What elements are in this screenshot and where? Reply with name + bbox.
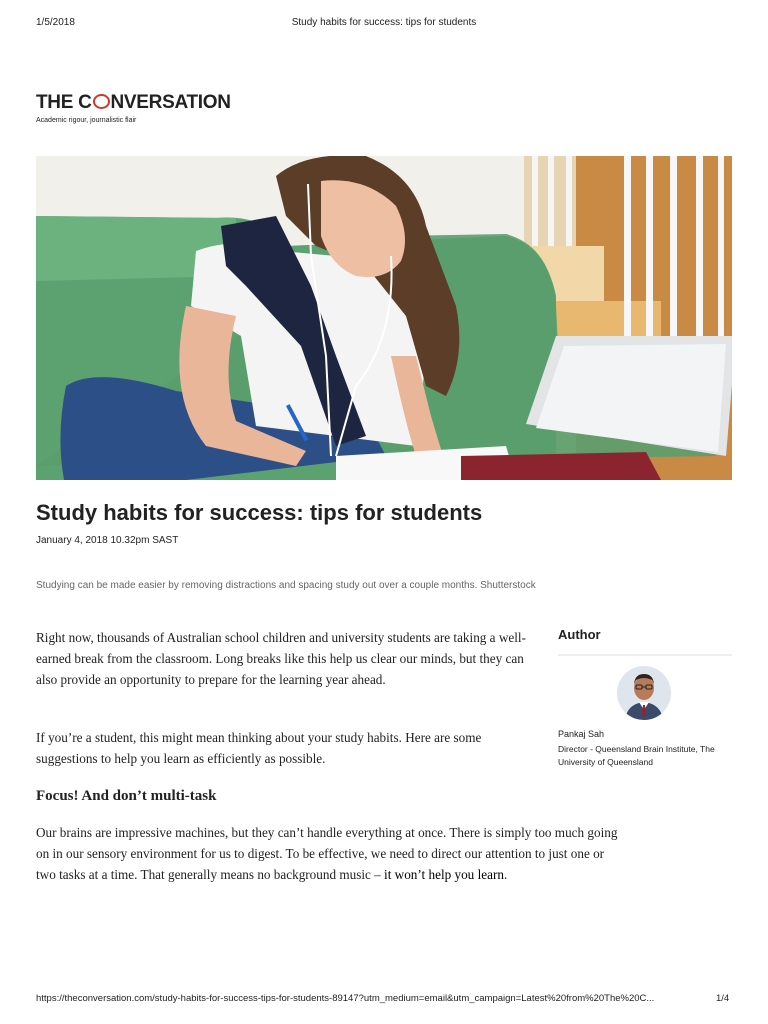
section-heading-focus: Focus! And don’t multi-task	[36, 788, 217, 804]
author-heading: Author	[558, 627, 601, 642]
print-page-number: 1/4	[716, 993, 730, 1004]
author-avatar[interactable]	[617, 666, 671, 720]
article-title: Study habits for success: tips for students	[36, 500, 483, 525]
hero-image	[36, 156, 732, 480]
logo-speech-bubble-icon	[93, 94, 110, 109]
author-role: Director - Queensland Brain Institute, The University of Queensland	[558, 744, 715, 767]
paragraph-3	[36, 822, 626, 885]
author-divider	[558, 654, 732, 656]
student-studying-photo-icon	[36, 156, 732, 480]
print-url: https://theconversation.com/study-habits-for-success-tips-for-students-89147?utm_medium=email&utm_campaign=Latest%20from%20The%20C...	[36, 993, 655, 1004]
author-name[interactable]: Pankaj Sah	[558, 729, 605, 739]
paragraph-1: Right now, thousands of Australian school children and university students are taking a well-earned break from the classroom. Long breaks like this help us clear our minds, but they can also provide an opportunity to prepare for the learning year ahead.	[36, 630, 526, 687]
paragraph-2: If you’re a student, this might mean thinking about your study habits. Here are some suggestions to help you learn as efficiently as possible.	[36, 730, 482, 766]
print-title: Study habits for success: tips for students	[291, 17, 477, 28]
logo-text-start: THE C	[36, 92, 92, 113]
paragraph-3-text: Our brains are impressive machines, but they can’t handle everything at once. There is simply too much going on in our sensory environment for us to digest. To be effective, we need to direct our attention to just one or two tasks at a time. That generally means no background music –	[36, 825, 618, 882]
site-logo[interactable]	[36, 92, 231, 114]
site-tagline: Academic rigour, journalistic flair	[36, 117, 137, 124]
author-portrait-icon	[617, 666, 671, 720]
article-date: January 4, 2018 10.32pm SAST	[36, 535, 179, 546]
background-music-link[interactable]: it won’t help you learn	[384, 867, 504, 882]
print-date: 1/5/2018	[36, 17, 75, 28]
logo-text-end: NVERSATION	[110, 92, 231, 113]
image-caption: Studying can be made easier by removing distractions and spacing study out over a couple months. Shutterstock	[36, 580, 536, 591]
paragraph-3-end: .	[503, 867, 508, 882]
